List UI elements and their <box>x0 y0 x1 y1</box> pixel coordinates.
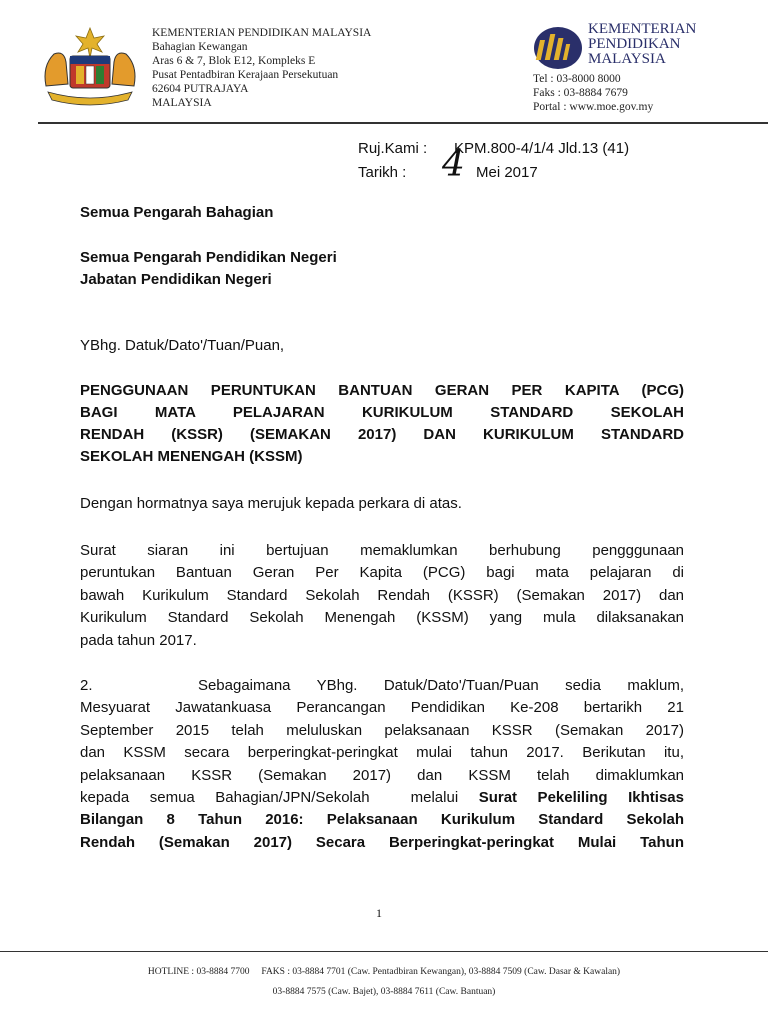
org-line: Aras 6 & 7, Blok E12, Kompleks E <box>152 55 316 67</box>
paragraph-line: pelaksanaan KSSR (Semakan 2017) dan KSSM telah dimaklumkan <box>80 766 684 784</box>
org-line: Pusat Pentadbiran Kerajaan Persekutuan <box>152 69 339 81</box>
date-value: Mei 2017 <box>476 164 538 181</box>
paragraph-line: 2. Sebagaimana YBhg. Datuk/Dato'/Tuan/Puan sedia maklum, <box>80 677 684 694</box>
footer-contact <box>0 962 768 1002</box>
ruj-row <box>358 137 629 161</box>
reference-block <box>358 137 629 185</box>
paragraph-line: peruntukan Bantuan Geran Per Kapita (PCG) bagi mata pelajaran di <box>80 564 684 582</box>
page-number: 1 <box>376 906 382 920</box>
org-line: KEMENTERIAN PENDIDIKAN MALAYSIA <box>152 27 372 39</box>
salutation: YBhg. Datuk/Dato'/Tuan/Puan, <box>80 337 285 354</box>
recipient-line: Semua Pengarah Bahagian <box>80 204 274 221</box>
contact-tel: Tel : 03-8000 8000 <box>533 73 621 85</box>
tarikh-label: Tarikh : <box>358 164 407 181</box>
paragraph-line: Kurikulum Standard Sekolah Menengah (KSSM) yang mula dilaksanakan <box>80 609 684 627</box>
footer-line: 03-8884 7575 (Caw. Bajet), 03-8884 7611 (Caw. Bantuan) <box>272 987 496 997</box>
subject-line: PENGGUNAAN PERUNTUKAN BANTUAN GERAN PER KAPITA (PCG) <box>80 382 684 399</box>
paragraph-line: Bilangan 8 Tahun 2016: Pelaksanaan Kurikulum Standard Sekolah <box>80 811 684 829</box>
subject-line: BAGI MATA PELAJARAN KURIKULUM STANDARD SEKOLAH <box>80 404 684 421</box>
paragraph-line: bawah Kurikulum Standard Sekolah Rendah (KSSR) (Semakan 2017) dan <box>80 586 684 604</box>
malaysia-coat-of-arms-icon <box>36 26 144 106</box>
paragraph-line: Surat siaran ini bertujuan memaklumkan berhubung pengggunaan <box>80 542 684 559</box>
contact-fax: Faks : 03-8884 7679 <box>533 87 628 99</box>
paragraph-line-mixed <box>80 787 684 809</box>
ruj-value: KPM.800-4/1/4 Jld.13 (41) <box>454 140 630 157</box>
moe-logo-icon <box>533 26 583 70</box>
date-wrap <box>442 144 538 185</box>
footer-divider <box>0 951 768 952</box>
subject-line: SEKOLAH MENENGAH (KSSM) <box>80 448 303 465</box>
paragraph-line: Mesyuarat Jawatankuasa Perancangan Pendidikan Ke-208 bertarikh 21 <box>80 699 684 717</box>
paragraph-1 <box>80 540 684 652</box>
org-line: 62604 PUTRAJAYA <box>152 83 249 95</box>
contact-portal: Portal : www.moe.gov.my <box>533 101 654 113</box>
recipient-line: Semua Pengarah Pendidikan Negeri <box>80 249 337 266</box>
ruj-label: Ruj.Kami : <box>358 140 428 157</box>
contact-block <box>533 72 653 114</box>
letterhead <box>0 0 768 125</box>
moe-logo-text <box>588 22 696 67</box>
header-divider <box>38 122 768 124</box>
paragraph-line: September 2015 telah meluluskan pelaksanaan KSSR (Semakan 2017) <box>80 721 684 739</box>
circular-reference: Surat Pekeliling Ikhtisas <box>478 789 684 807</box>
paragraph-line: pada tahun 2017. <box>80 631 197 649</box>
subject-heading <box>80 380 684 468</box>
logo-text-line: MALAYSIA <box>588 51 666 67</box>
subject-line: RENDAH (KSSR) (SEMAKAN 2017) DAN KURIKULUM STANDARD <box>80 426 684 443</box>
logo-text-line: PENDIDIKAN <box>588 36 681 52</box>
logo-text-line: KEMENTERIAN <box>588 21 697 37</box>
paragraph-line: Rendah (Semakan 2017) Secara Berperingkat-peringkat Mulai Tahun <box>80 833 684 851</box>
org-line: MALAYSIA <box>152 97 212 109</box>
paragraph-text: kepada semua Bahagian/JPN/Sekolah melalui <box>80 789 479 807</box>
opening-line: Dengan hormatnya saya merujuk kepada perkara di atas. <box>80 495 462 512</box>
recipient-line: Jabatan Pendidikan Negeri <box>80 271 272 288</box>
handwritten-day: 4 <box>442 144 465 185</box>
paragraph-2 <box>80 675 684 854</box>
paragraph-line: dan KSSM secara berperingkat-peringkat mulai tahun 2017. Berikutan itu, <box>80 744 684 762</box>
org-line: Bahagian Kewangan <box>152 41 248 53</box>
footer-line: HOTLINE : 03-8884 7700 FAKS : 03-8884 7701 (Caw. Pentadbiran Kewangan), 03-8884 7509 (Caw. Dasar & Kawalan) <box>147 967 621 977</box>
ministry-address-block <box>152 26 371 110</box>
